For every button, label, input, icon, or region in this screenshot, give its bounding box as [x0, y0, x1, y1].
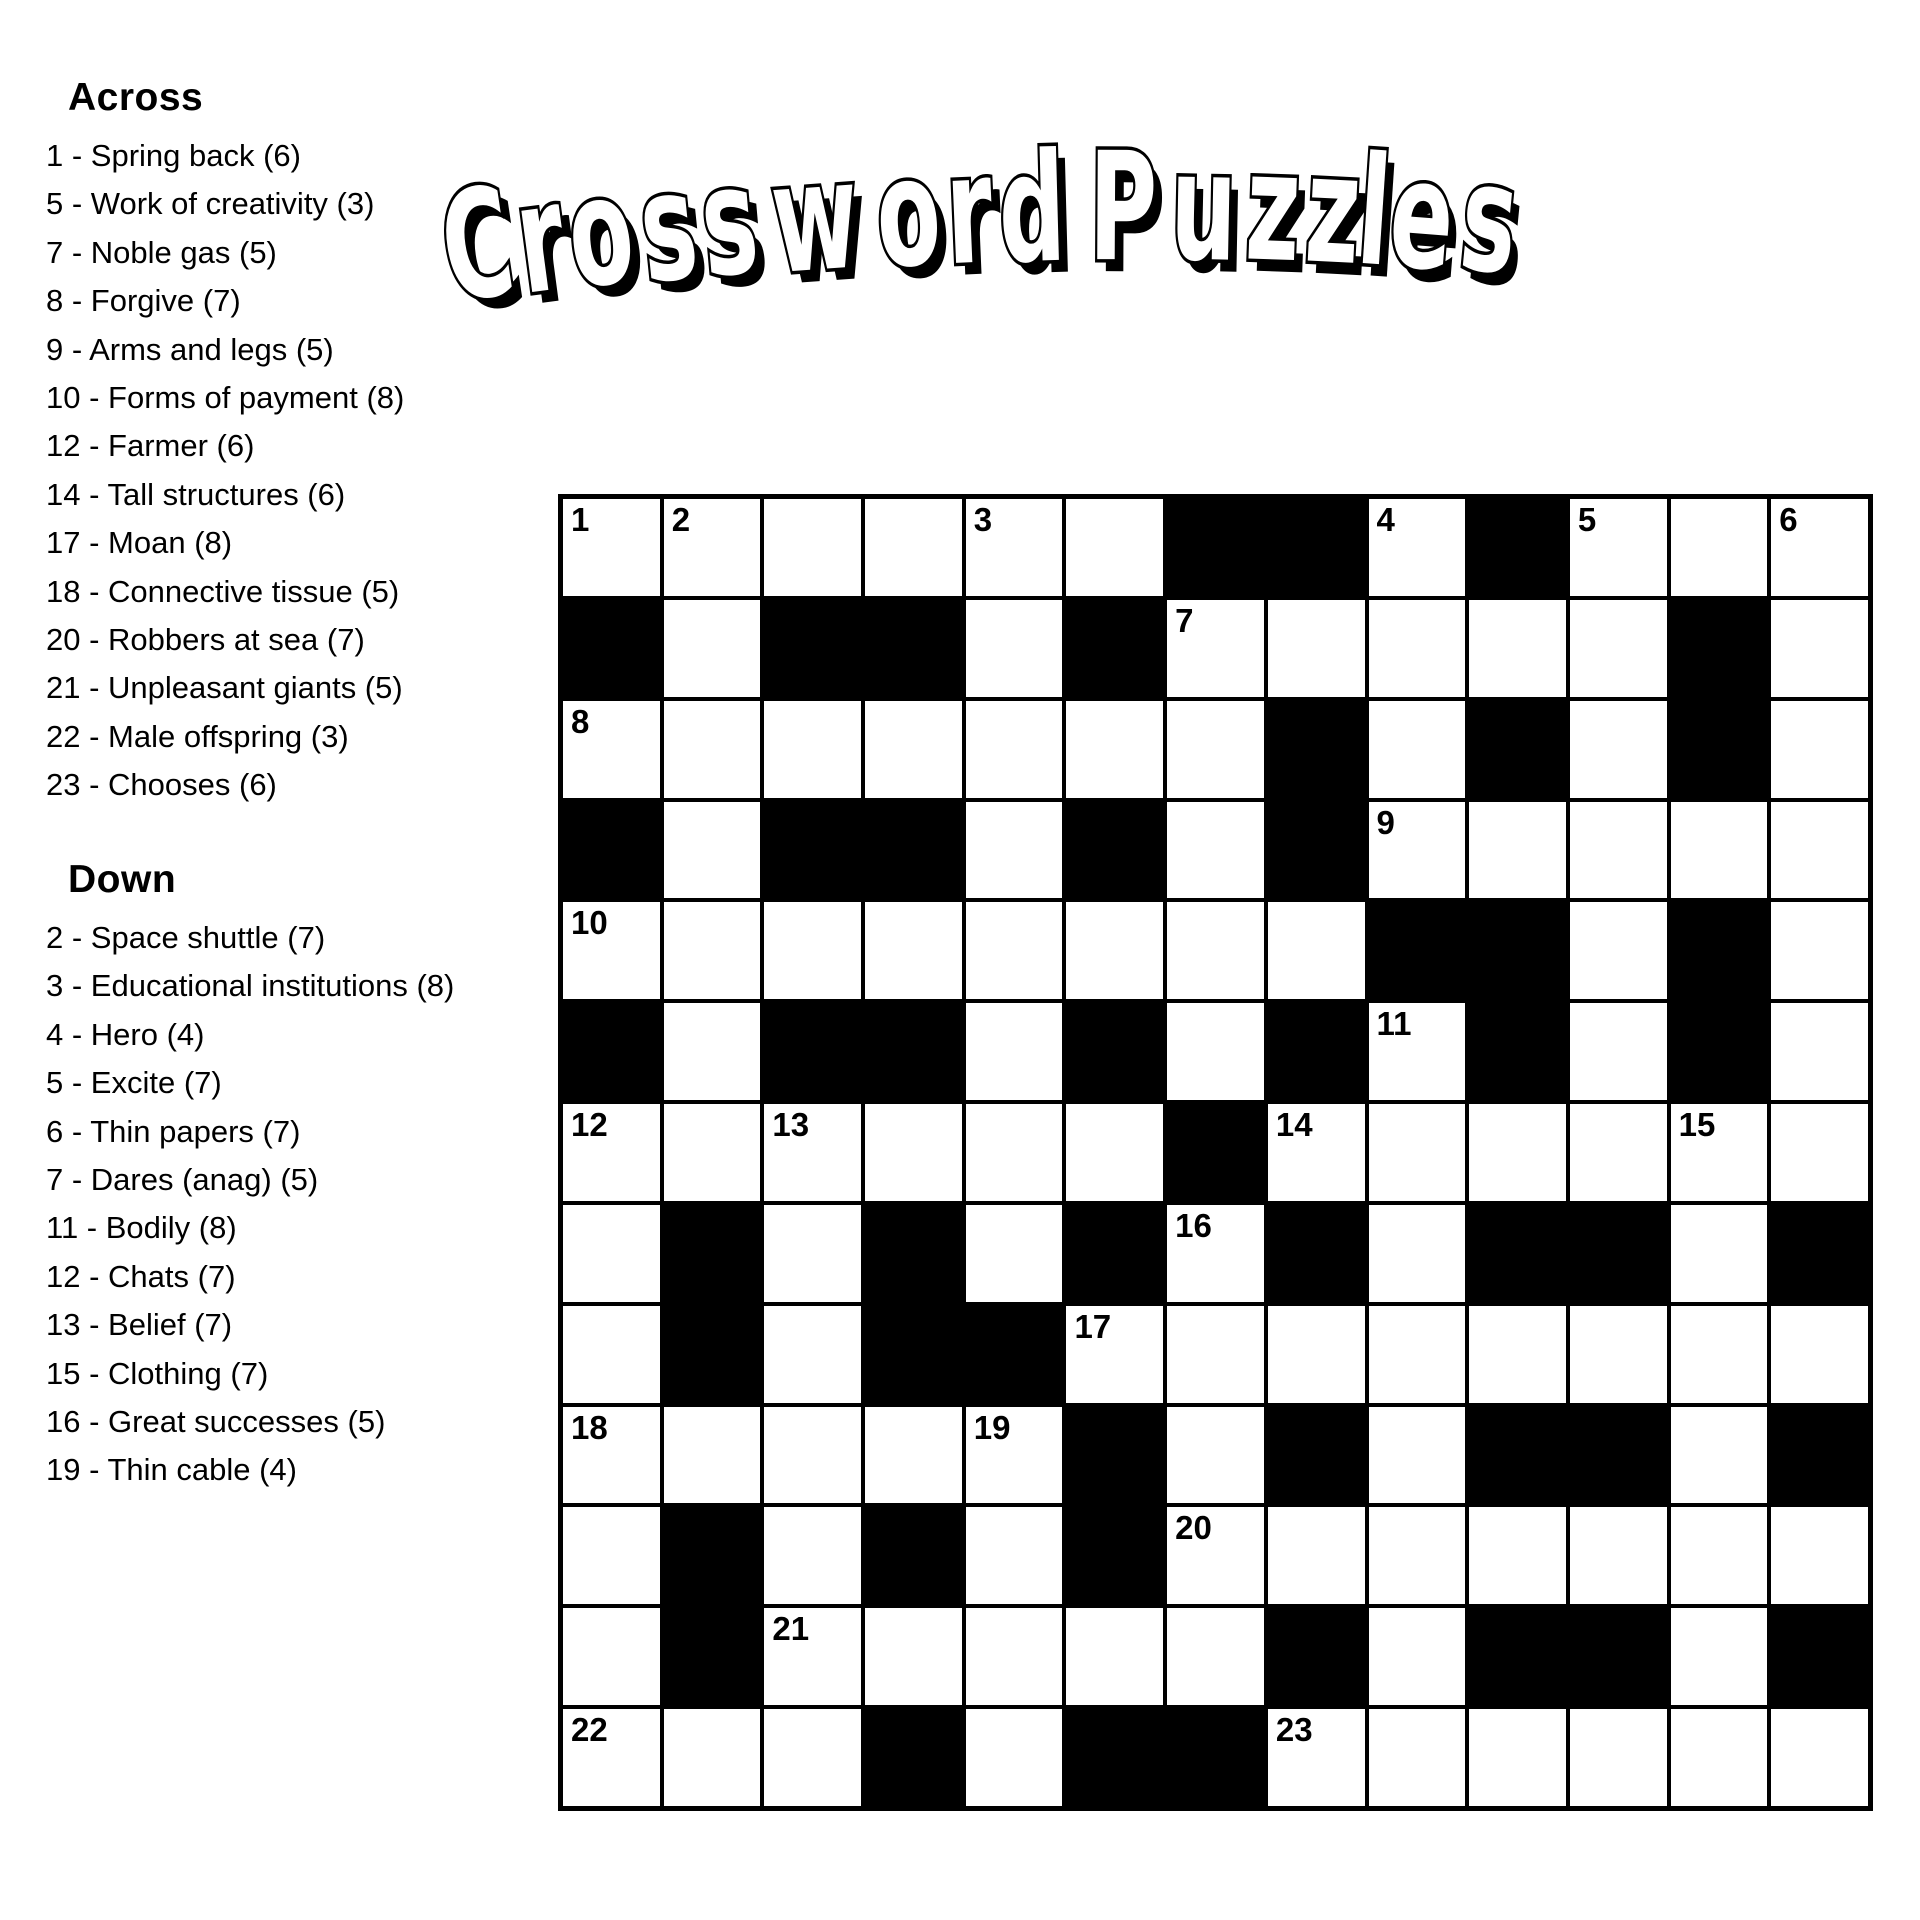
grid-cell-black: [1467, 1606, 1568, 1707]
grid-cell[interactable]: [1165, 1505, 1266, 1606]
grid-cell-black: [1064, 800, 1165, 901]
grid-cell[interactable]: [762, 1304, 863, 1405]
cell-number: 20: [1175, 1509, 1212, 1547]
grid-cell-black: [762, 800, 863, 901]
grid-cell[interactable]: [762, 1505, 863, 1606]
grid-cell[interactable]: [1467, 1102, 1568, 1203]
cell-number: 2: [671, 501, 691, 538]
clue-item: 23 - Chooses (6): [46, 767, 277, 803]
grid-cell-black: [1266, 800, 1367, 901]
grid-cell-black: [863, 800, 964, 901]
across-heading: Across: [68, 76, 204, 119]
grid-cell[interactable]: [561, 1405, 662, 1506]
grid-cell[interactable]: [1266, 1505, 1367, 1606]
cell-number: 7: [1175, 601, 1194, 639]
grid-cell[interactable]: [1064, 900, 1165, 1001]
grid-cell[interactable]: [561, 1707, 662, 1808]
cell-number: 21: [772, 1610, 810, 1648]
grid-cell[interactable]: [1769, 1001, 1870, 1102]
grid-cell[interactable]: [1165, 1001, 1266, 1102]
grid-cell[interactable]: [1367, 1304, 1468, 1405]
grid-cell-black: [1266, 1606, 1367, 1707]
grid-cell[interactable]: [1467, 1505, 1568, 1606]
grid-cell-black: [1467, 699, 1568, 800]
clue-item: 17 - Moan (8): [46, 525, 233, 561]
grid-cell[interactable]: [1064, 1304, 1165, 1405]
grid-cell[interactable]: [1165, 1203, 1266, 1304]
title-letter: [1065, 133, 1090, 283]
grid-cell[interactable]: [1669, 1102, 1770, 1203]
grid-cell[interactable]: [662, 1707, 763, 1808]
grid-cell[interactable]: [1165, 1405, 1266, 1506]
grid-cell[interactable]: [561, 900, 662, 1001]
grid-cell[interactable]: [863, 497, 964, 598]
clue-item: 7 - Dares (anag) (5): [46, 1162, 319, 1198]
grid-cell-black: [1367, 900, 1468, 1001]
cell-number: 3: [973, 501, 993, 538]
grid-cell[interactable]: [662, 497, 763, 598]
grid-cell[interactable]: [1064, 1102, 1165, 1203]
title-letter: z: [1243, 120, 1304, 297]
grid-cell[interactable]: [762, 1707, 863, 1808]
grid-cell[interactable]: [1769, 800, 1870, 901]
grid-cell[interactable]: [1165, 800, 1266, 901]
down-section: [38, 858, 478, 1495]
grid-cell[interactable]: [863, 699, 964, 800]
grid-cell-black: [1064, 1707, 1165, 1808]
clue-item: 20 - Robbers at sea (7): [46, 622, 365, 658]
title-letter: o: [558, 142, 643, 324]
grid-cell[interactable]: [561, 1102, 662, 1203]
cell-number: 9: [1376, 803, 1395, 841]
grid-cell[interactable]: [1669, 1606, 1770, 1707]
clue-item: 11 - Bodily (8): [46, 1210, 237, 1246]
grid-cell[interactable]: [964, 497, 1065, 598]
grid-cell-black: [1467, 1203, 1568, 1304]
grid-cell[interactable]: [964, 1707, 1065, 1808]
cell-number: 14: [1275, 1106, 1313, 1144]
grid-cell-black: [1467, 497, 1568, 598]
grid-cell[interactable]: [964, 900, 1065, 1001]
grid-cell[interactable]: [662, 1001, 763, 1102]
clue-item: 22 - Male offspring (3): [46, 718, 349, 754]
grid-cell[interactable]: [762, 699, 863, 800]
grid-cell[interactable]: [1568, 1001, 1669, 1102]
grid: [558, 494, 1873, 1811]
title-letter: u: [1169, 120, 1239, 296]
grid-cell-black: [1669, 900, 1770, 1001]
grid-cell[interactable]: [762, 900, 863, 1001]
grid-cell[interactable]: [1669, 1203, 1770, 1304]
grid-cell[interactable]: [561, 1606, 662, 1707]
clue-item: 10 - Forms of payment (8): [46, 380, 405, 416]
grid-cell[interactable]: [1669, 800, 1770, 901]
clue-item: 9 - Arms and legs (5): [46, 331, 334, 367]
grid-cell-black: [662, 1203, 763, 1304]
cell-number: 23: [1275, 1711, 1313, 1749]
grid-cell-black: [1165, 497, 1266, 598]
grid-cell[interactable]: [1669, 1505, 1770, 1606]
clue-item: 5 - Work of creativity (3): [46, 186, 375, 222]
clue-item: 18 - Connective tissue (5): [46, 573, 400, 609]
grid-cell[interactable]: [662, 598, 763, 699]
clue-item: 19 - Thin cable (4): [46, 1452, 297, 1488]
grid-cell[interactable]: [1467, 800, 1568, 901]
cell-number: 11: [1376, 1005, 1412, 1043]
clue-item: 21 - Unpleasant giants (5): [46, 670, 403, 706]
cell-number: 22: [571, 1711, 608, 1749]
grid-cell[interactable]: [1266, 1707, 1367, 1808]
grid-cell[interactable]: [1467, 1707, 1568, 1808]
grid-cell[interactable]: [964, 1505, 1065, 1606]
grid-cell[interactable]: [1669, 1405, 1770, 1506]
grid-cell[interactable]: [1568, 1102, 1669, 1203]
grid-cell[interactable]: [561, 699, 662, 800]
clue-item: 3 - Educational institutions (8): [46, 968, 455, 1004]
grid-cell[interactable]: [1568, 699, 1669, 800]
grid-cell-black: [561, 1001, 662, 1102]
grid-cell-black: [1568, 1203, 1669, 1304]
grid-cell[interactable]: [1165, 1304, 1266, 1405]
grid-cell-black: [863, 1505, 964, 1606]
grid-cell[interactable]: [1266, 1304, 1367, 1405]
grid-cell[interactable]: [1568, 1304, 1669, 1405]
grid-cell-black: [1769, 1405, 1870, 1506]
grid-cell[interactable]: [1568, 497, 1669, 598]
title-letter: w: [766, 128, 865, 309]
grid-cell-black: [1266, 1203, 1367, 1304]
grid-cell[interactable]: [1669, 1304, 1770, 1405]
grid-cell-black: [1266, 1001, 1367, 1102]
grid-cell-black: [662, 1505, 763, 1606]
across-clue-list: [38, 132, 478, 810]
grid-cell[interactable]: [662, 699, 763, 800]
cell-number: 17: [1074, 1307, 1112, 1345]
grid-cell[interactable]: [662, 1405, 763, 1506]
clue-item: 5 - Excite (7): [46, 1065, 222, 1101]
title-letter: P: [1088, 121, 1159, 296]
grid-cell[interactable]: [662, 1102, 763, 1203]
grid-cell-black: [1769, 1606, 1870, 1707]
cell-number: 16: [1175, 1206, 1212, 1244]
clue-item: 1 - Spring back (6): [46, 138, 301, 173]
clue-item: 12 - Farmer (6): [46, 428, 255, 464]
grid-cell-black: [863, 1203, 964, 1304]
cell-number: 8: [571, 702, 590, 740]
clue-item: 7 - Noble gas (5): [46, 234, 277, 270]
grid-cell[interactable]: [1467, 1304, 1568, 1405]
grid-cell[interactable]: [1367, 1505, 1468, 1606]
clue-item: 4 - Hero (4): [46, 1016, 205, 1052]
grid-cell[interactable]: [762, 497, 863, 598]
grid-cell[interactable]: [1769, 1505, 1870, 1606]
title-letter: z: [1301, 122, 1365, 300]
title-letter: o: [871, 125, 946, 303]
grid-cell[interactable]: [1568, 1707, 1669, 1808]
grid-cell[interactable]: [1367, 1606, 1468, 1707]
page-title: [430, 115, 1526, 351]
grid-cell[interactable]: [1769, 699, 1870, 800]
cell-number: 4: [1376, 501, 1395, 538]
grid-cell[interactable]: [1367, 1405, 1468, 1506]
grid-cell-black: [1266, 497, 1367, 598]
grid-cell[interactable]: [1266, 598, 1367, 699]
title-letter: l: [1352, 124, 1396, 301]
grid-cell[interactable]: [964, 699, 1065, 800]
title-letter: d: [996, 121, 1068, 298]
cell-number: 19: [973, 1408, 1011, 1446]
grid-cell-black: [1064, 1001, 1165, 1102]
grid-cell[interactable]: [1568, 598, 1669, 699]
title-letter: s: [631, 138, 705, 318]
grid-cell[interactable]: [1367, 598, 1468, 699]
grid-cell[interactable]: [1669, 1707, 1770, 1808]
grid-cell-black: [1064, 1505, 1165, 1606]
grid-cell[interactable]: [1769, 1707, 1870, 1808]
grid-cell[interactable]: [1769, 497, 1870, 598]
grid-cell[interactable]: [964, 1606, 1065, 1707]
grid-cell-black: [1568, 1405, 1669, 1506]
grid-cell[interactable]: [1165, 900, 1266, 1001]
title-letter: C: [430, 155, 524, 338]
grid-cell-black: [1064, 598, 1165, 699]
grid-cell-black: [1165, 1707, 1266, 1808]
clue-item: 16 - Great successes (5): [46, 1404, 386, 1440]
clue-item: 8 - Forgive (7): [46, 283, 241, 319]
grid-cell-black: [1467, 900, 1568, 1001]
grid-cell-black: [561, 800, 662, 901]
clue-item: 14 - Tall structures (6): [46, 476, 346, 512]
grid-cell[interactable]: [662, 800, 763, 901]
grid-cell[interactable]: [561, 1505, 662, 1606]
grid-cell[interactable]: [1367, 497, 1468, 598]
cell-number: 10: [571, 904, 608, 942]
cell-number: 18: [571, 1408, 608, 1446]
grid-cell[interactable]: [1769, 598, 1870, 699]
grid-cell[interactable]: [863, 900, 964, 1001]
grid-cell[interactable]: [1367, 699, 1468, 800]
grid-cell[interactable]: [863, 1606, 964, 1707]
grid-cell-black: [1266, 699, 1367, 800]
grid-cell[interactable]: [1367, 1203, 1468, 1304]
grid-cell[interactable]: [1367, 800, 1468, 901]
grid-cell[interactable]: [1467, 598, 1568, 699]
grid-cell-black: [1467, 1001, 1568, 1102]
down-clue-list: [38, 914, 478, 1495]
grid-cell[interactable]: [1367, 1001, 1468, 1102]
grid-cell[interactable]: [1367, 1707, 1468, 1808]
cell-number: 5: [1577, 501, 1597, 538]
grid-cell[interactable]: [1669, 497, 1770, 598]
grid-cell-black: [1669, 699, 1770, 800]
grid-cell[interactable]: [1769, 1304, 1870, 1405]
cell-number: 15: [1678, 1106, 1716, 1144]
grid-cell[interactable]: [1769, 1102, 1870, 1203]
grid-cell-black: [561, 598, 662, 699]
grid-cell[interactable]: [1165, 1606, 1266, 1707]
grid-cell-black: [1669, 1001, 1770, 1102]
grid-cell[interactable]: [1064, 1606, 1165, 1707]
grid-cell-black: [1568, 1606, 1669, 1707]
clue-item: 6 - Thin papers (7): [46, 1113, 301, 1149]
grid-cell-black: [863, 598, 964, 699]
grid-cell-black: [1064, 1203, 1165, 1304]
grid-cell[interactable]: [662, 900, 763, 1001]
grid-cell[interactable]: [1064, 497, 1165, 598]
grid-cell[interactable]: [762, 1405, 863, 1506]
grid-cell[interactable]: [863, 1405, 964, 1506]
grid-cell[interactable]: [1266, 900, 1367, 1001]
grid-cell[interactable]: [1266, 1102, 1367, 1203]
grid-cell[interactable]: [964, 1405, 1065, 1506]
grid-cell[interactable]: [1769, 900, 1870, 1001]
clue-item: 13 - Belief (7): [46, 1307, 233, 1343]
grid-cell-black: [662, 1606, 763, 1707]
grid-cell[interactable]: [561, 1304, 662, 1405]
grid-cell[interactable]: [762, 1606, 863, 1707]
grid-cell[interactable]: [762, 1203, 863, 1304]
cell-number: 12: [571, 1106, 608, 1144]
grid-cell-black: [762, 1001, 863, 1102]
grid-cell[interactable]: [964, 1001, 1065, 1102]
grid-cell-black: [863, 1707, 964, 1808]
grid-cell-black: [964, 1304, 1065, 1405]
grid-cell-black: [1064, 1405, 1165, 1506]
grid-cell[interactable]: [863, 1102, 964, 1203]
grid-cell[interactable]: [1165, 699, 1266, 800]
grid-cell-black: [1165, 1102, 1266, 1203]
grid-cell-black: [863, 1001, 964, 1102]
grid-cell[interactable]: [1568, 1505, 1669, 1606]
grid-cell[interactable]: [1165, 598, 1266, 699]
clue-item: 12 - Chats (7): [46, 1258, 236, 1294]
cell-number: 13: [772, 1106, 810, 1144]
grid-cell-black: [1266, 1405, 1367, 1506]
grid-cell-black: [1769, 1203, 1870, 1304]
grid-cell[interactable]: [964, 1203, 1065, 1304]
grid-cell[interactable]: [964, 1102, 1065, 1203]
clue-item: 2 - Space shuttle (7): [46, 920, 326, 955]
grid-cell-black: [1467, 1405, 1568, 1506]
grid-cell-black: [863, 1304, 964, 1405]
title-letter: e: [1383, 127, 1461, 306]
title-letter: s: [694, 133, 765, 312]
down-heading: Down: [68, 858, 177, 901]
across-section: [38, 76, 478, 810]
title-letter: r: [942, 123, 996, 300]
title-letter: r: [506, 150, 575, 329]
title-letter: s: [1453, 130, 1526, 309]
grid-cell[interactable]: [762, 1102, 863, 1203]
grid-cell[interactable]: [1064, 699, 1165, 800]
grid-cell[interactable]: [964, 800, 1065, 901]
grid-cell-black: [762, 598, 863, 699]
grid-cell[interactable]: [964, 598, 1065, 699]
grid-cell[interactable]: [1568, 900, 1669, 1001]
clue-item: 15 - Clothing (7): [46, 1355, 269, 1391]
grid-cell[interactable]: [561, 1203, 662, 1304]
cell-number: 1: [571, 501, 590, 538]
grid-cell[interactable]: [561, 497, 662, 598]
cell-number: 6: [1779, 501, 1798, 538]
grid-cell[interactable]: [1367, 1102, 1468, 1203]
grid-cell-black: [1669, 598, 1770, 699]
grid-cell-black: [662, 1304, 763, 1405]
grid-cell[interactable]: [1568, 800, 1669, 901]
